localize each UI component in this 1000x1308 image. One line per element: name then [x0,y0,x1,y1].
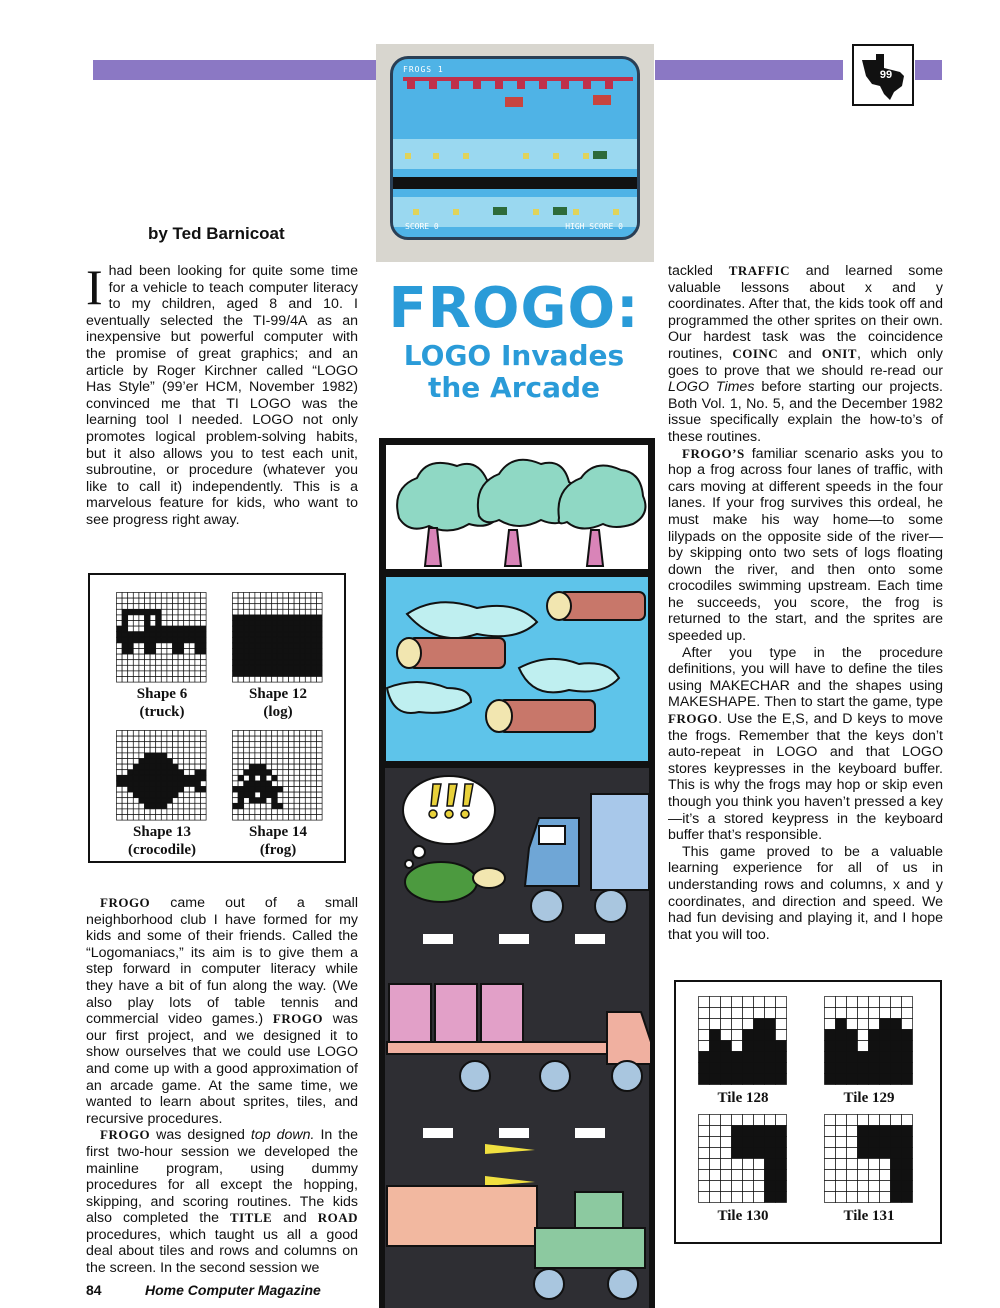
shape-caption-sub: (log) [263,704,293,720]
shape-caption-sub: (frog) [259,842,297,858]
tile-caption: Tile 128 [717,1090,769,1106]
tile-caption: Tile 131 [843,1208,895,1224]
tile-caption: Tile 129 [843,1090,895,1106]
texas-map-icon [854,46,912,104]
intro-text: had been looking for quite some time for a vehicle to teach computer literacy to my children, aged 8 and 10. I eventually selected the TI-99/4A as an inexpensive but powerful computer with the promise of great graphics; and an article by Roger Kirchner called “LOGO Has Style” (99’er HCM, November 1982) convinced me that TI LOGO was the learning tool I needed. LOGO not only promotes logical problem-solving habits, but it also allows you to test each unit, subroutine, or procedure (whatever you like to call it) independently. This is a marvelous feature for kids, who want to see progress right away. [86,263,358,528]
page-number: 84 [86,1282,102,1298]
title-main: FROGO: [388,276,640,341]
byline: by Ted Barnicoat [148,224,285,243]
article-title [374,278,654,404]
shape-caption: Shape 13 [133,824,191,840]
game-screenshot-photo [376,44,654,262]
tile-caption: Tile 130 [717,1208,769,1224]
tile-grid [698,1114,787,1203]
paragraph-traffic: tackled TRAFFIC and learned some valuable lessons about x and y coordinates. After that, the kids took off and programmed the other sprites on their own. Our hardest task was the coincidence routines, COINC and ONIT, which only goes to prove that we should re-read our LOGO Times before starting our projects. Both Vol. 1, No. 5, and the December 1982 issue specifically explain the how-to’s of these routines. [668,263,944,445]
header-bar-right [655,60,843,80]
intro-paragraph [86,259,358,529]
frogo-illustration [379,438,655,1308]
game-playfield [393,59,640,240]
magazine-name: Home Computer Magazine [145,1282,321,1298]
score-label: SCORE 0 [405,222,439,231]
paragraph-club: FROGO came out of a small neighborhood club I have formed for my kids and some of their friends. Called the “Logomaniacs,” its aim is to give them a step forward in computer literacy while they have a bit of fun along the way. (We also play lots of table tennis and commercial video games.) FROGO was our first project, and we designed it to show ourselves that we could use LOGO and come up with a good approximation of an arcade game. At the same time, we wanted to learn about sprites, tiles, and recursive procedures. [86,895,358,1127]
tile-grid [698,996,787,1085]
shape-grid [232,592,323,683]
right-column [668,263,943,943]
shape-caption: Shape 14 [249,824,307,840]
tile-grid [824,1114,913,1203]
paragraph-conclusion: This game proved to be a valuable learning experience for all of us in understanding rows and columns, x and y coordinates, and direction and speed. We had fun devising and playing it, and I hope that you will too. [668,843,943,943]
trees [397,460,645,531]
svg-text:99: 99 [879,69,893,81]
header-bar-far [915,60,942,80]
shape-caption: Shape 6 [136,686,188,702]
tile-grid [824,996,913,1085]
shape-caption: Shape 12 [249,686,307,702]
drop-cap: I [86,259,103,315]
high-score-label: HIGH SCORE 0 [565,222,623,231]
header-bar-left [93,60,376,80]
crt-screen [390,56,640,240]
shape-caption-sub: (crocodile) [127,842,197,858]
shape-grid [116,730,207,821]
paragraph-scenario: FROGO’S familiar scenario asks you to hop a frog across four lanes of traffic, with cars moving at different speeds in the four lanes. If your frog survives this ordeal, he must make his way home—to some lilypads on the opposite side of the river—by skipping onto two sets of logs floating down the river, and then onto some crocodiles swimming upstream. Each time he succeeds, you score, the frog is returned to the start, and the sprites are speeded up. [668,445,943,645]
left-column-continued [86,895,358,1277]
paragraph-instructions: After you type in the procedure definitions, you will have to define the tiles using MAKECHAR and the shapes using MAKESHAPE. Then to start the game, type FROGO. Use the E,S, and D keys to move the frogs. Remember that the keys don’t auto-repeat in LOGO and that LOGO stores keypresses in the keyboard buffer. This is why the frogs may hop or skip even though you think you haven’t pressed a key—it’s a stored keypress in the keyboard buffer that’s responsible. [668,644,943,844]
frogs-label: FROGS 1 [403,65,444,74]
shape-caption-sub: (truck) [139,704,185,720]
paragraph-top-down: FROGO was designed top down. In the first two-hour session we developed the mainline program, using dummy procedures for all except the hopping, skipping, and scoring routines. The kids also completed the TITLE and ROAD procedures, which taught us all a good deal about tiles and rows and columns on the screen. In the second session we [86,1127,358,1277]
shape-grid [232,730,323,821]
shape-grid [116,592,207,683]
texas-instruments-logo [852,44,914,106]
title-sub-1: LOGO Invades [403,339,625,372]
title-sub-2: the Arcade [427,371,601,404]
illustration-art [379,438,655,1308]
